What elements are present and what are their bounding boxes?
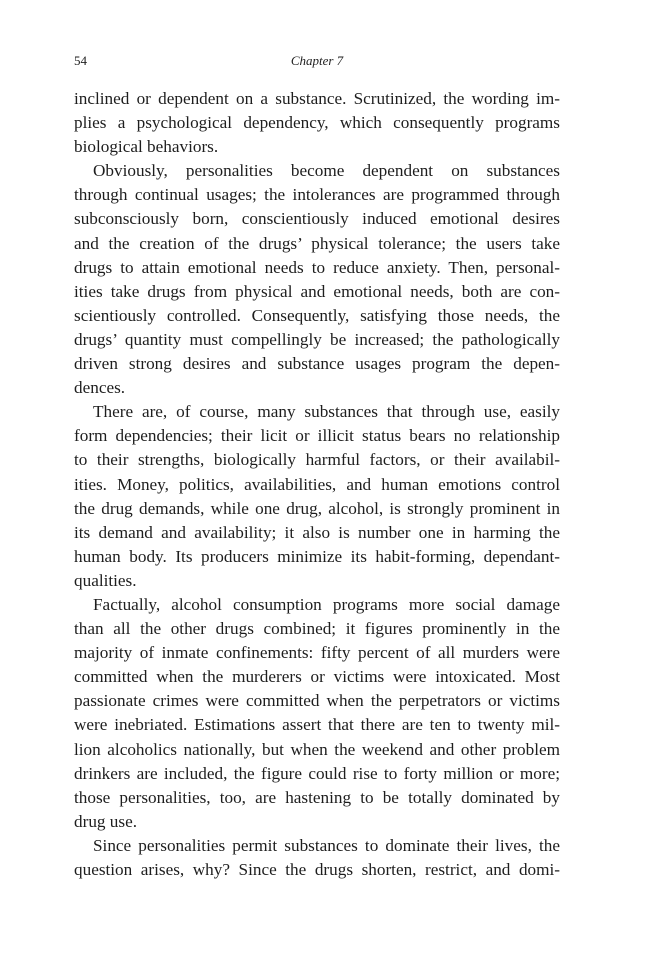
page-number: 54 [74,53,87,68]
text-line: Factually, alcohol consumption programs more social damage [93,594,560,614]
text-line: majority of inmate confinements: fifty percent of all murders were [74,643,560,663]
text-line: ities take drugs from physical and emotional needs, both are con- [74,281,560,301]
running-head [74,51,560,71]
text-line: the drug demands, while one drug, alcohol, is strongly prominent in [74,498,560,518]
text-line: were inebriated. Estimations assert that there are ten to twenty mil- [74,715,560,735]
text-line: to their strengths, biologically harmful factors, or their availabil- [74,450,560,470]
text-line: Since personalities permit substances to dominate their lives, the [93,835,560,855]
text-line: dences. [74,378,126,398]
text-line: subconsciously born, conscientiously induced emotional desires [74,209,560,229]
text-line: human body. Its producers minimize its habit-forming, dependant- [74,546,560,566]
text-line: plies a psychological dependency, which consequently programs [74,113,560,133]
body-text [74,87,560,882]
paragraph [74,400,560,593]
text-line: committed when the murderers or victims were intoxicated. Most [74,667,560,687]
text-line: driven strong desires and substance usages program the depen- [74,354,560,374]
text-line: qualities. [74,570,137,590]
text-line: drugs to attain emotional needs to reduce anxiety. Then, personal- [74,257,560,277]
text-line: drug use. [74,811,138,831]
text-line: than all the other drugs combined; it figures prominently in the [74,619,560,639]
chapter-title: Chapter 7 [290,53,344,68]
text-line: Obviously, personalities become dependent on substances [93,161,560,181]
text-line: and the creation of the drugs’ physical tolerance; the users take [74,233,560,253]
text-line: lion alcoholics nationally, but when the weekend and other problem [74,739,560,759]
text-line: those personalities, too, are hastening to be totally dominated by [74,787,560,807]
text-line: biological behaviors. [74,137,219,157]
text-line: There are, of course, many substances that through use, easily [93,402,560,422]
text-line: passionate crimes were committed when the perpetrators or victims [74,691,560,711]
text-line: its demand and availability; it also is number one in harming the [74,522,560,542]
text-line: drugs’ quantity must compellingly be increased; the pathologically [74,329,560,349]
text-line: question arises, why? Since the drugs shorten, restrict, and domi- [74,860,560,879]
paragraph [74,834,560,882]
text-line: form dependencies; their licit or illicit status bears no relationship [74,426,560,446]
paragraph [74,593,560,834]
text-line: scientiously controlled. Consequently, satisfying those needs, the [74,305,560,325]
text-line: drinkers are included, the figure could rise to forty million or more; [74,763,560,783]
paragraph [74,87,560,159]
text-line: through continual usages; the intolerances are programmed through [74,185,560,205]
text-line: ities. Money, politics, availabilities, and human emotions control [74,474,560,494]
paragraph [74,159,560,400]
text-line: inclined or dependent on a substance. Scrutinized, the wording im- [74,89,560,108]
